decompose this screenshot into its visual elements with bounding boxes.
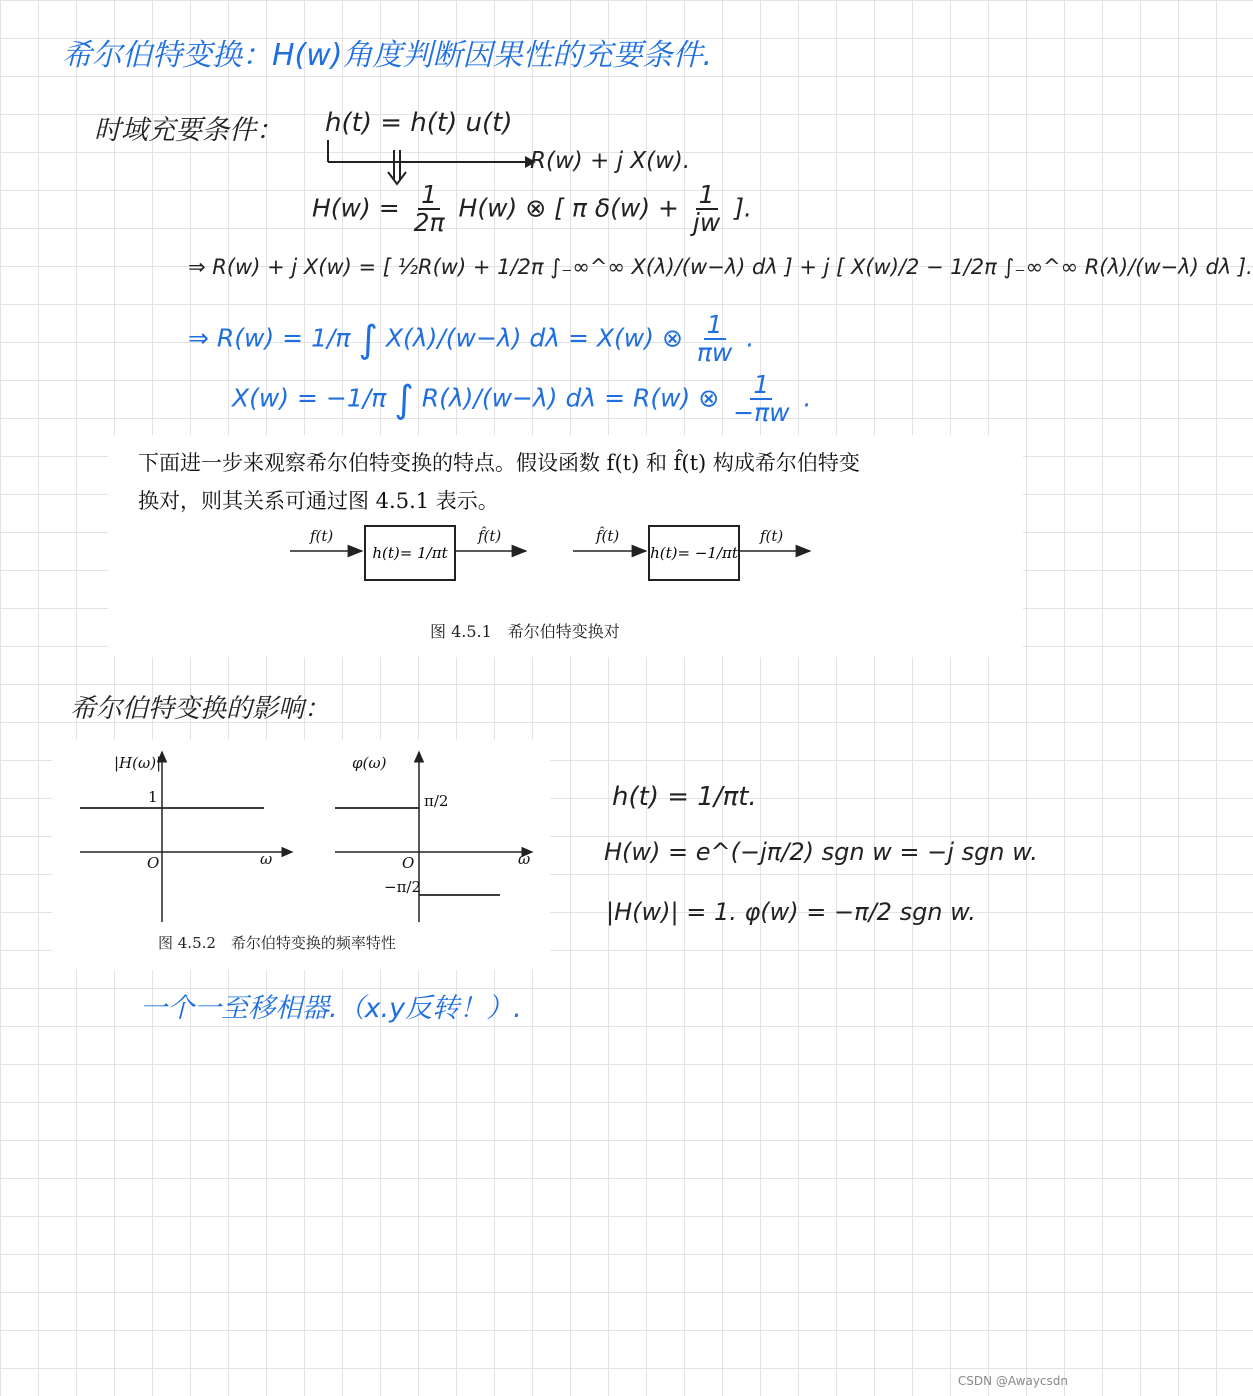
h-lhs: H(w) = [312,193,400,223]
watermark: CSDN @Awaycsdn [957,1374,1068,1388]
hilbert-block-1: h(t)= 1/πt [364,525,456,581]
x-num: 1 [750,372,772,400]
x-end: . [803,383,812,413]
x-den: −πw [733,398,790,428]
x-lhs: X(w) = [232,383,318,413]
block1-input-label: f(t) [310,527,334,545]
time-domain-label: 时域充要条件： [94,115,283,146]
magnitude-phase-eq: |H(w)| = 1. φ(w) = −π/2 sgn w. [606,898,976,926]
r-num: 1 [704,312,726,340]
r-coef: 1/π [311,323,351,353]
r-hilbert-line [188,312,754,367]
paragraph-line-1: 下面进一步来观察希尔伯特变换的特点。假设函数 f(t) 和 f̂(t) 构成希尔伯特变 [138,451,860,475]
summary-note: 一个一至移相器.（x.y反转！）. [140,993,522,1024]
h-mid: H(w) ⊗ [ π δ(w) + [458,193,679,223]
printed-excerpt [108,435,1023,657]
page-title: 希尔伯特变换：H(w)角度判断因果性的充要条件. [62,38,713,73]
block2-output-label: f(t) [760,527,784,545]
arrow-label: R(w) + j X(w). [530,148,691,174]
hilbert-block-2: h(t)= −1/πt [648,525,740,581]
magnitude-omega-label: ω [260,850,273,868]
phase-positive-label: π/2 [424,792,449,810]
phase-negative-label: −π/2 [384,878,422,896]
impulse-response-eq: h(t) = 1/πt. [612,782,757,812]
block2-input-label: f̂(t) [596,527,620,545]
h-frac-num: 1 [696,182,718,210]
x-hilbert-line [232,372,812,427]
phase-axis-label: φ(ω) [352,754,387,772]
phase-omega-label: ω [518,850,531,868]
figure-4-5-1-caption: 图 4.5.1 希尔伯特变换对 [430,622,620,641]
magnitude-one-label: 1 [148,788,158,806]
expansion-line: ⇒ R(w) + j X(w) = [ ½R(w) + 1/2π ∫₋∞^∞ X(λ)/(w−λ) dλ ] + j [ X(w)/2 − 1/2π ∫₋∞^∞ R(λ)/(w−λ) dλ ]. [188,255,1253,279]
x-integral: R(λ)/(w−λ) dλ = R(w) ⊗ [421,383,720,413]
h-coef-num: 1 [418,182,440,210]
block1-output-label: f̂(t) [478,527,502,545]
phase-origin-label: O [402,854,415,872]
figure-4-5-2-caption: 图 4.5.2 希尔伯特变换的频率特性 [158,934,396,952]
r-den: πw [696,338,733,368]
integral-symbol: ∫ [358,317,378,362]
h-frac-den: jw [692,208,721,238]
section-2-heading: 希尔伯特变换的影响： [70,694,331,724]
x-coef: −1/π [325,383,387,413]
r-lhs: ⇒ R(w) = [188,323,304,353]
magnitude-origin-label: O [147,854,160,872]
magnitude-axis-label: |H(ω)| [114,754,162,772]
paragraph-line-2: 换对，则其关系可通过图 4.5.1 表示。 [138,489,499,513]
transfer-function-eq: H(w) = e^(−jπ/2) sgn w = −j sgn w. [604,838,1038,866]
time-domain-equation: h(t) = h(t) u(t) [325,108,513,138]
r-integral: X(λ)/(w−λ) dλ = X(w) ⊗ [385,323,683,353]
r-end: . [746,323,755,353]
frequency-characteristic-figure [52,740,550,970]
h-end: ]. [734,193,752,223]
integral-symbol: ∫ [394,377,414,422]
h-coef-den: 2π [413,208,445,238]
h-convolution-line [312,182,752,237]
